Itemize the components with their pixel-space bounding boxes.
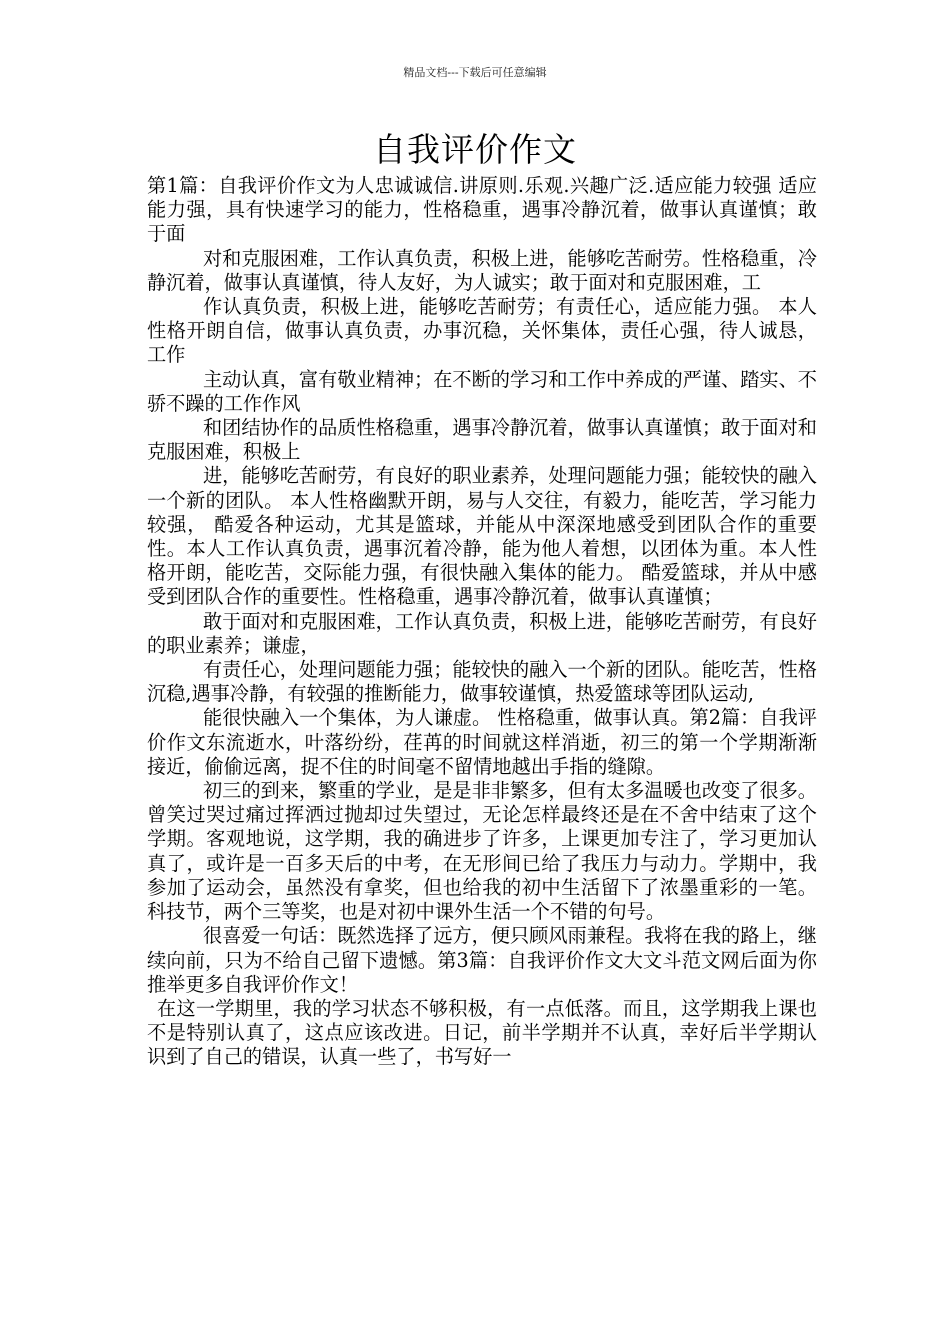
paragraph: 很喜爱一句话：既然选择了远方，便只顾风雨兼程。我将在我的路上，继续向前，只为不给自己留下遗憾。第3篇：自我评价作文大文斗范文网后面为你推举更多自我评价作文！: [147, 924, 817, 996]
paragraph: 主动认真，富有敬业精神；在不断的学习和工作中养成的严谨、踏实、不骄不躁的工作作风: [147, 367, 817, 415]
paragraph: 有责任心，处理问题能力强；能较快的融入一个新的团队。能吃苦，性格沉稳,遇事冷静，有较强的推断能力，做事较谨慎，热爱篮球等团队运动,: [147, 658, 817, 706]
paragraph: 在这一学期里，我的学习状态不够积极，有一点低落。而且，这学期我上课也不是特别认真了，这点应该改进。日记，前半学期并不认真，幸好后半学期认识到了自己的错误，认真一些了，书写好一: [147, 996, 817, 1069]
paragraph: 敢于面对和克服困难，工作认真负责，积极上进，能够吃苦耐劳，有良好的职业素养；谦虚，: [147, 609, 817, 657]
paragraph: 作认真负责，积极上进，能够吃苦耐劳；有责任心，适应能力强。 本人性格开朗自信，做事认真负责，办事沉稳，关怀集体，责任心强，待人诚恳，工作: [147, 295, 817, 367]
paragraph: 对和克服困难，工作认真负责，积极上进，能够吃苦耐劳。性格稳重，冷静沉着，做事认真谨慎，待人友好，为人诚实；敢于面对和克服困难，工: [147, 246, 817, 294]
paragraph: 初三的到来，繁重的学业，是是非非繁多，但有太多温暖也改变了很多。曾笑过哭过痛过挥洒过抛却过失望过，无论怎样最终还是在不舍中结束了这个学期。客观地说，这学期，我的确进步了许多，上课更加专注了，学习更加认真了，或许是一百多天后的中考，在无形间已给了我压力与动力。学期中，我参加了运动会，虽然没有拿奖，但也给我的初中生活留下了浓墨重彩的一笔。科技节，两个三等奖，也是对初中课外生活一个不错的句号。: [147, 779, 817, 924]
document-body: [147, 174, 817, 1070]
paragraph: 能很快融入一个集体，为人谦虚。 性格稳重，做事认真。第2篇：自我评价作文东流逝水，叶落纷纷，荏苒的时间就这样消逝，初三的第一个学期渐渐接近，偷偷远离，捉不住的时间毫不留情地越出手指的缝隙。: [147, 706, 817, 778]
document-title: 自我评价作文: [373, 130, 577, 169]
paragraph: 进，能够吃苦耐劳，有良好的职业素养，处理问题能力强；能较快的融入一个新的团队。 本人性格幽默开朗，易与人交往，有毅力，能吃苦，学习能力较强， 酷爱各种运动，尤其是篮球，并能从中深深地感受到团队合作的重要性。本人工作认真负责，遇事沉着冷静，能为他人着想，以团体为重。本人性格开朗，能吃苦，交际能力强，有很快融入集体的能力。 酷爱篮球，并从中感受到团队合作的重要性。性格稳重，遇事冷静沉着，做事认真谨慎；: [147, 464, 817, 609]
paragraph: 第1篇：自我评价作文为人忠诚诚信.讲原则.乐观.兴趣广泛.适应能力较强 适应能力强，具有快速学习的能力，性格稳重，遇事冷静沉着，做事认真谨慎；敢于面: [147, 174, 817, 246]
paragraph: 和团结协作的品质性格稳重，遇事冷静沉着，做事认真谨慎；敢于面对和克服困难，积极上: [147, 416, 817, 464]
page-header: 精品文档---下载后可任意编辑: [403, 66, 547, 79]
